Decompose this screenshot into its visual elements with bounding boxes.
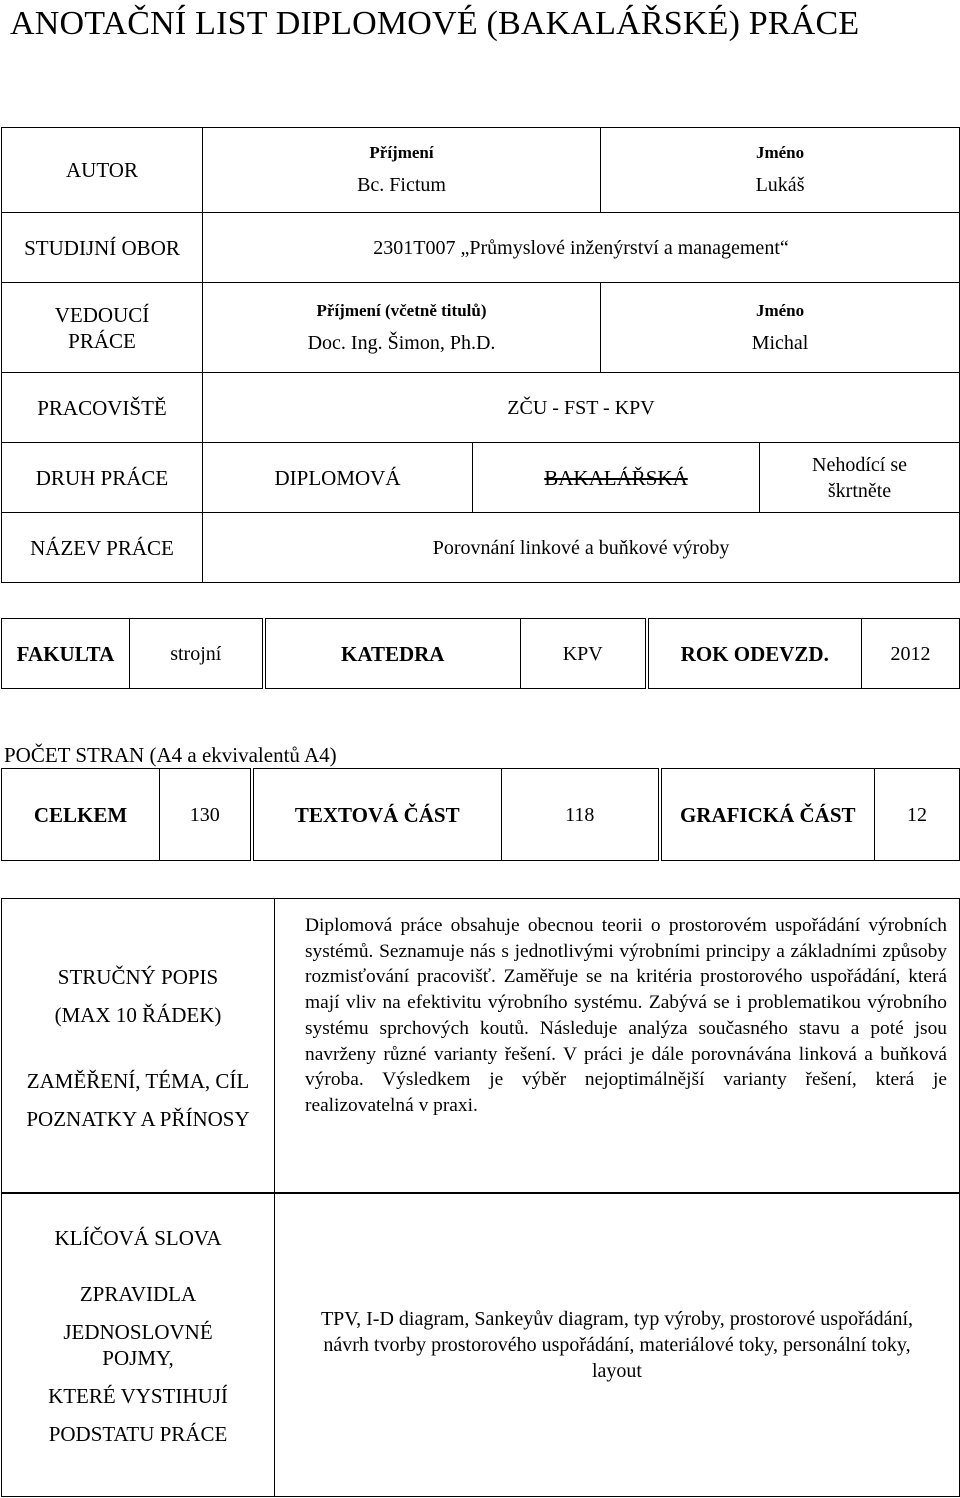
supervisor-label bbox=[2, 283, 203, 373]
work-type-note bbox=[760, 443, 960, 513]
department-value: KPV bbox=[521, 619, 647, 689]
work-type-note-line1: Nehodící se bbox=[812, 453, 908, 476]
workplace-value: ZČU - FST - KPV bbox=[203, 373, 960, 443]
faculty-value: strojní bbox=[130, 619, 264, 689]
author-surname: Bc. Fictum bbox=[357, 174, 446, 196]
author-label: AUTOR bbox=[2, 128, 203, 213]
author-name: Lukáš bbox=[755, 174, 805, 196]
keywords-table bbox=[1, 1192, 960, 1497]
keywords-label-line5: PODSTATU PRÁCE bbox=[48, 1422, 228, 1446]
supervisor-name-label: Jméno bbox=[755, 300, 805, 320]
pages-graphic-label: GRAFICKÁ ČÁST bbox=[660, 769, 875, 861]
summary-label-line3: ZAMĚŘENÍ, TÉMA, CÍL bbox=[26, 1069, 250, 1093]
supervisor-name: Michal bbox=[751, 331, 809, 354]
pages-heading: POČET STRAN (A4 a ekvivalentů A4) bbox=[4, 743, 337, 767]
faculty-table bbox=[1, 618, 960, 689]
pages-table bbox=[1, 768, 960, 861]
summary-label-line4: POZNATKY A PŘÍNOSY bbox=[26, 1107, 250, 1131]
work-type-note-line2: škrtněte bbox=[827, 479, 892, 502]
author-name-cell bbox=[601, 128, 960, 213]
work-title-label: NÁZEV PRÁCE bbox=[2, 513, 203, 583]
keywords-label-cell bbox=[2, 1193, 275, 1497]
author-name-label: Jméno bbox=[755, 143, 805, 162]
author-surname-cell bbox=[203, 128, 601, 213]
pages-total-label: CELKEM bbox=[2, 769, 160, 861]
page-title: ANOTAČNÍ LIST DIPLOMOVÉ (BAKALÁŘSKÉ) PRÁCE bbox=[10, 5, 860, 42]
supervisor-label-line2: PRÁCE bbox=[68, 328, 136, 353]
supervisor-surname-label: Příjmení (včetně titulů) bbox=[316, 300, 487, 320]
work-type-diploma: DIPLOMOVÁ bbox=[203, 443, 473, 513]
summary-text: Diplomová práce obsahuje obecnou teorii o prostorovém uspořádání výrobních systémů. Seznamuje nás s jednotlivými výrobními principy a základními způsoby rozmisťování pracovišť. Zaměřuje se na kritéria prostorového uspořádání, která mají vliv na efektivitu výrobního systému. Zabývá se i problematikou výrobního systému sprchových koutů. Následuje analýza současného stavu a poté jsou navrženy různé varianty řešení. V práci je dále porovnávána linková a buňková výroba. Výsledkem je výběr nejoptimálnější varianty řešení, která je realizovatelná v praxi. bbox=[275, 899, 960, 1194]
year-value: 2012 bbox=[862, 619, 960, 689]
work-title-value: Porovnání linkové a buňkové výroby bbox=[203, 513, 960, 583]
work-type-label: DRUH PRÁCE bbox=[2, 443, 203, 513]
author-info-table bbox=[1, 127, 960, 583]
supervisor-surname-cell bbox=[203, 283, 601, 373]
keywords-label-line2: ZPRAVIDLA bbox=[79, 1282, 197, 1306]
summary-label-line2: (MAX 10 ŘÁDEK) bbox=[54, 1003, 222, 1027]
keywords-text: TPV, I-D diagram, Sankeyův diagram, typ výroby, prostorové uspořádání, návrh tvorby prostorového uspořádání, materiálové toky, personální toky, layout bbox=[275, 1193, 960, 1497]
year-label: ROK ODEVZD. bbox=[647, 619, 862, 689]
pages-text-value: 118 bbox=[502, 769, 660, 861]
workplace-label: PRACOVIŠTĚ bbox=[2, 373, 203, 443]
faculty-label: FAKULTA bbox=[2, 619, 130, 689]
summary-label-cell bbox=[2, 899, 275, 1194]
study-label: STUDIJNÍ OBOR bbox=[2, 213, 203, 283]
pages-graphic-value: 12 bbox=[875, 769, 960, 861]
pages-total-value: 130 bbox=[160, 769, 252, 861]
summary-label-line1: STRUČNÝ POPIS bbox=[57, 965, 219, 989]
keywords-label-line1: KLÍČOVÁ SLOVA bbox=[54, 1226, 222, 1250]
author-surname-label: Příjmení bbox=[369, 143, 434, 162]
department-label: KATEDRA bbox=[264, 619, 521, 689]
pages-text-label: TEXTOVÁ ČÁST bbox=[252, 769, 502, 861]
supervisor-surname: Doc. Ing. Šimon, Ph.D. bbox=[307, 331, 496, 354]
supervisor-name-cell bbox=[601, 283, 960, 373]
summary-table bbox=[1, 898, 960, 1194]
study-value: 2301T007 „Průmyslové inženýrství a management“ bbox=[203, 213, 960, 283]
keywords-label-line4: KTERÉ VYSTIHUJÍ bbox=[48, 1384, 228, 1408]
keywords-label-line3: JEDNOSLOVNÉ POJMY, bbox=[63, 1320, 213, 1370]
supervisor-label-line1: VEDOUCÍ bbox=[54, 302, 150, 327]
work-type-bachelor: BAKALÁŘSKÁ bbox=[473, 443, 760, 513]
